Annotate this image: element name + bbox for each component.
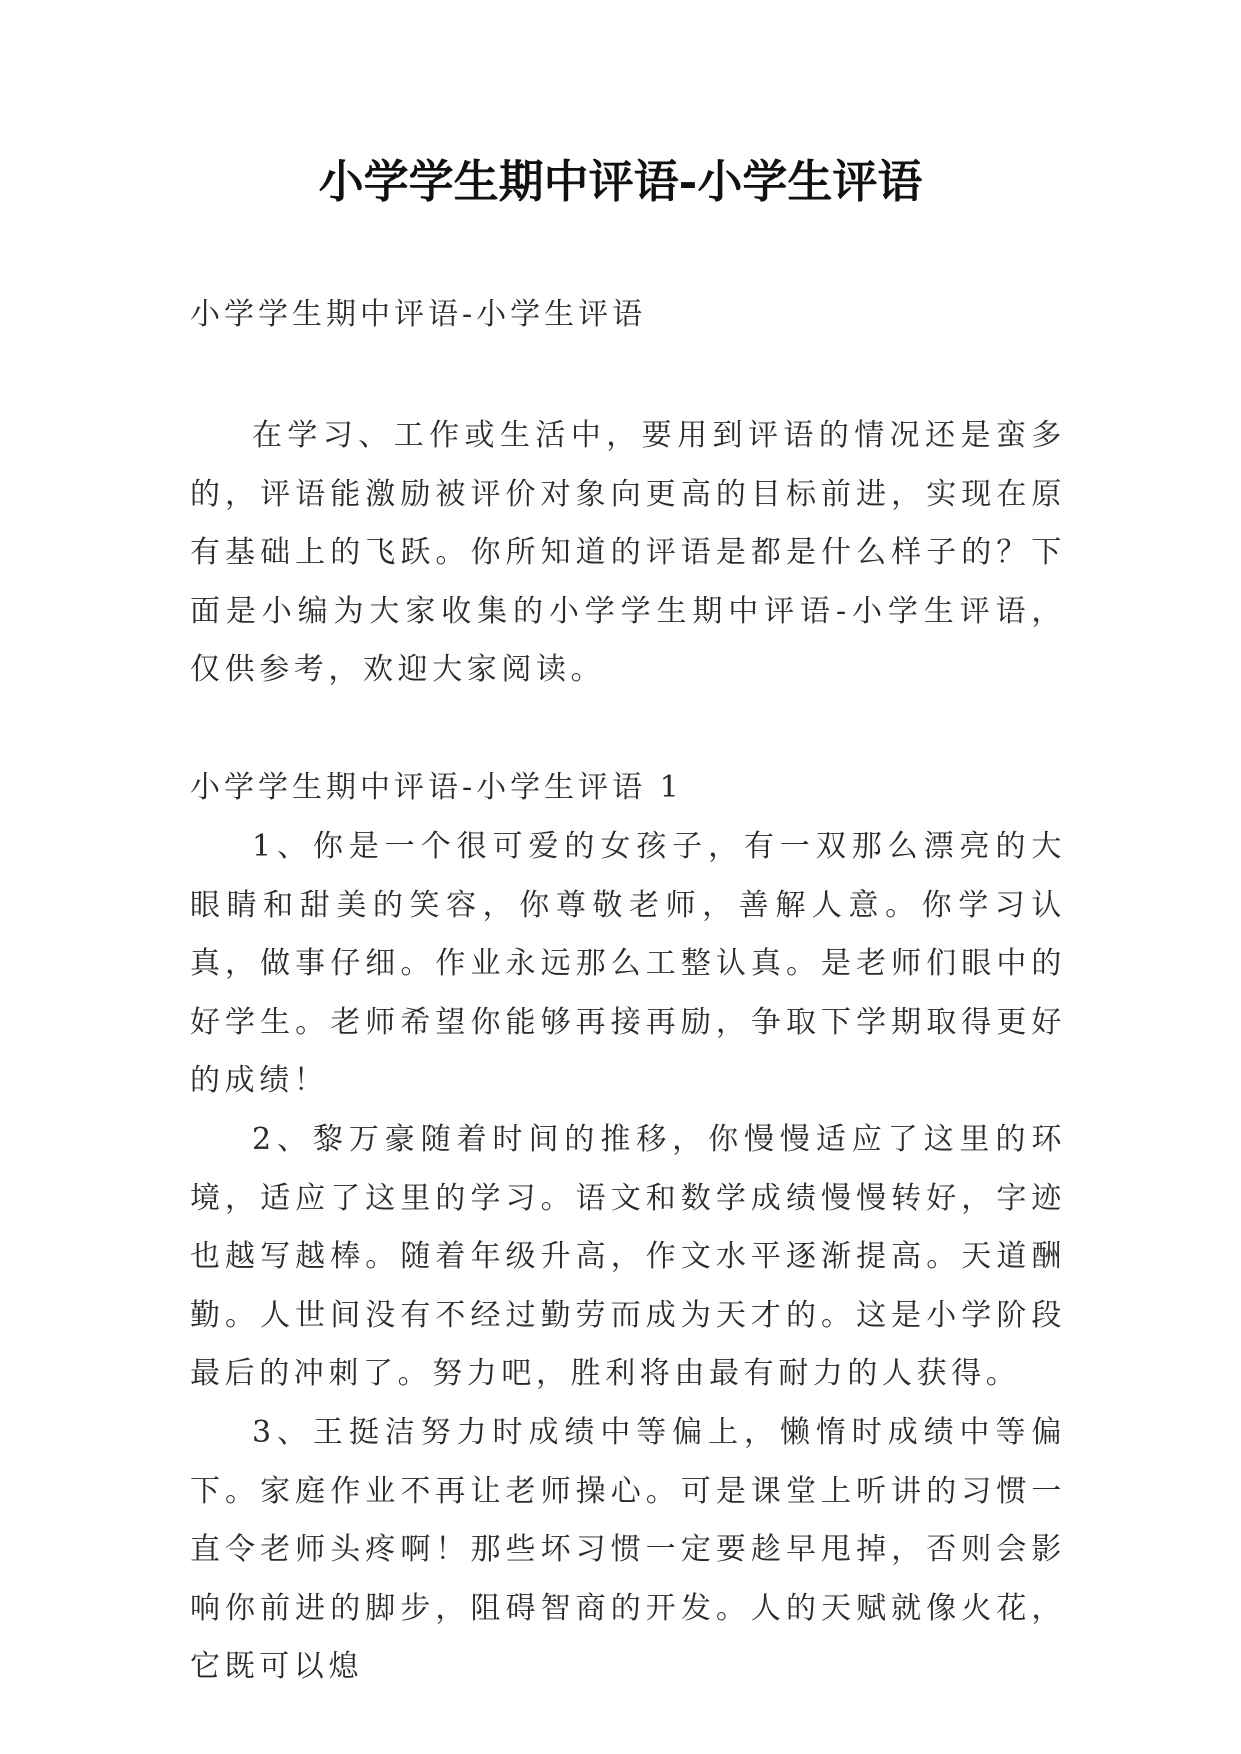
document-title: 小学学生期中评语-小学生评语 [318,155,923,208]
intro-section [190,407,1066,700]
document-subtitle: 小学学生期中评语-小学生评语 [190,297,647,332]
intro-paragraph: 在学习、工作或生活中，要用到评语的情况还是蛮多的，评语能激励被评价对象向更高的目标前进，实现在原有基础上的飞跃。你所知道的评语是都是什么样子的？下面是小编为大家收集的小学学生期中评语-小学生评语，仅供参考，欢迎大家阅读。 [190,418,1066,687]
comment-item: 1、你是一个很可爱的女孩子，有一双那么漂亮的大眼睛和甜美的笑容，你尊敬老师，善解人意。你学习认真，做事仔细。作业永远那么工整认真。是老师们眼中的好学生。老师希望你能够再接再励，争取下学期取得更好的成绩！ [190,829,1066,1099]
comment-item: 3、王挺洁努力时成绩中等偏上，懒惰时成绩中等偏下。家庭作业不再让老师操心。可是课堂上听讲的习惯一直令老师头疼啊！那些坏习惯一定要趁早甩掉，否则会影响你前进的脚步，阻碍智商的开发。人的天赋就像火花，它既可以熄 [190,1414,1066,1685]
comment-list [190,818,1066,1697]
section-heading: 小学学生期中评语-小学生评语 1 [190,770,683,805]
comment-item: 2、黎万豪随着时间的推移，你慢慢适应了这里的环境，适应了这里的学习。语文和数学成绩慢慢转好，字迹也越写越棒。随着年级升高，作文水平逐渐提高。天道酬勤。人世间没有不经过勤劳而成为天才的。这是小学阶段最后的冲刺了。努力吧，胜利将由最有耐力的人获得。 [190,1121,1066,1392]
